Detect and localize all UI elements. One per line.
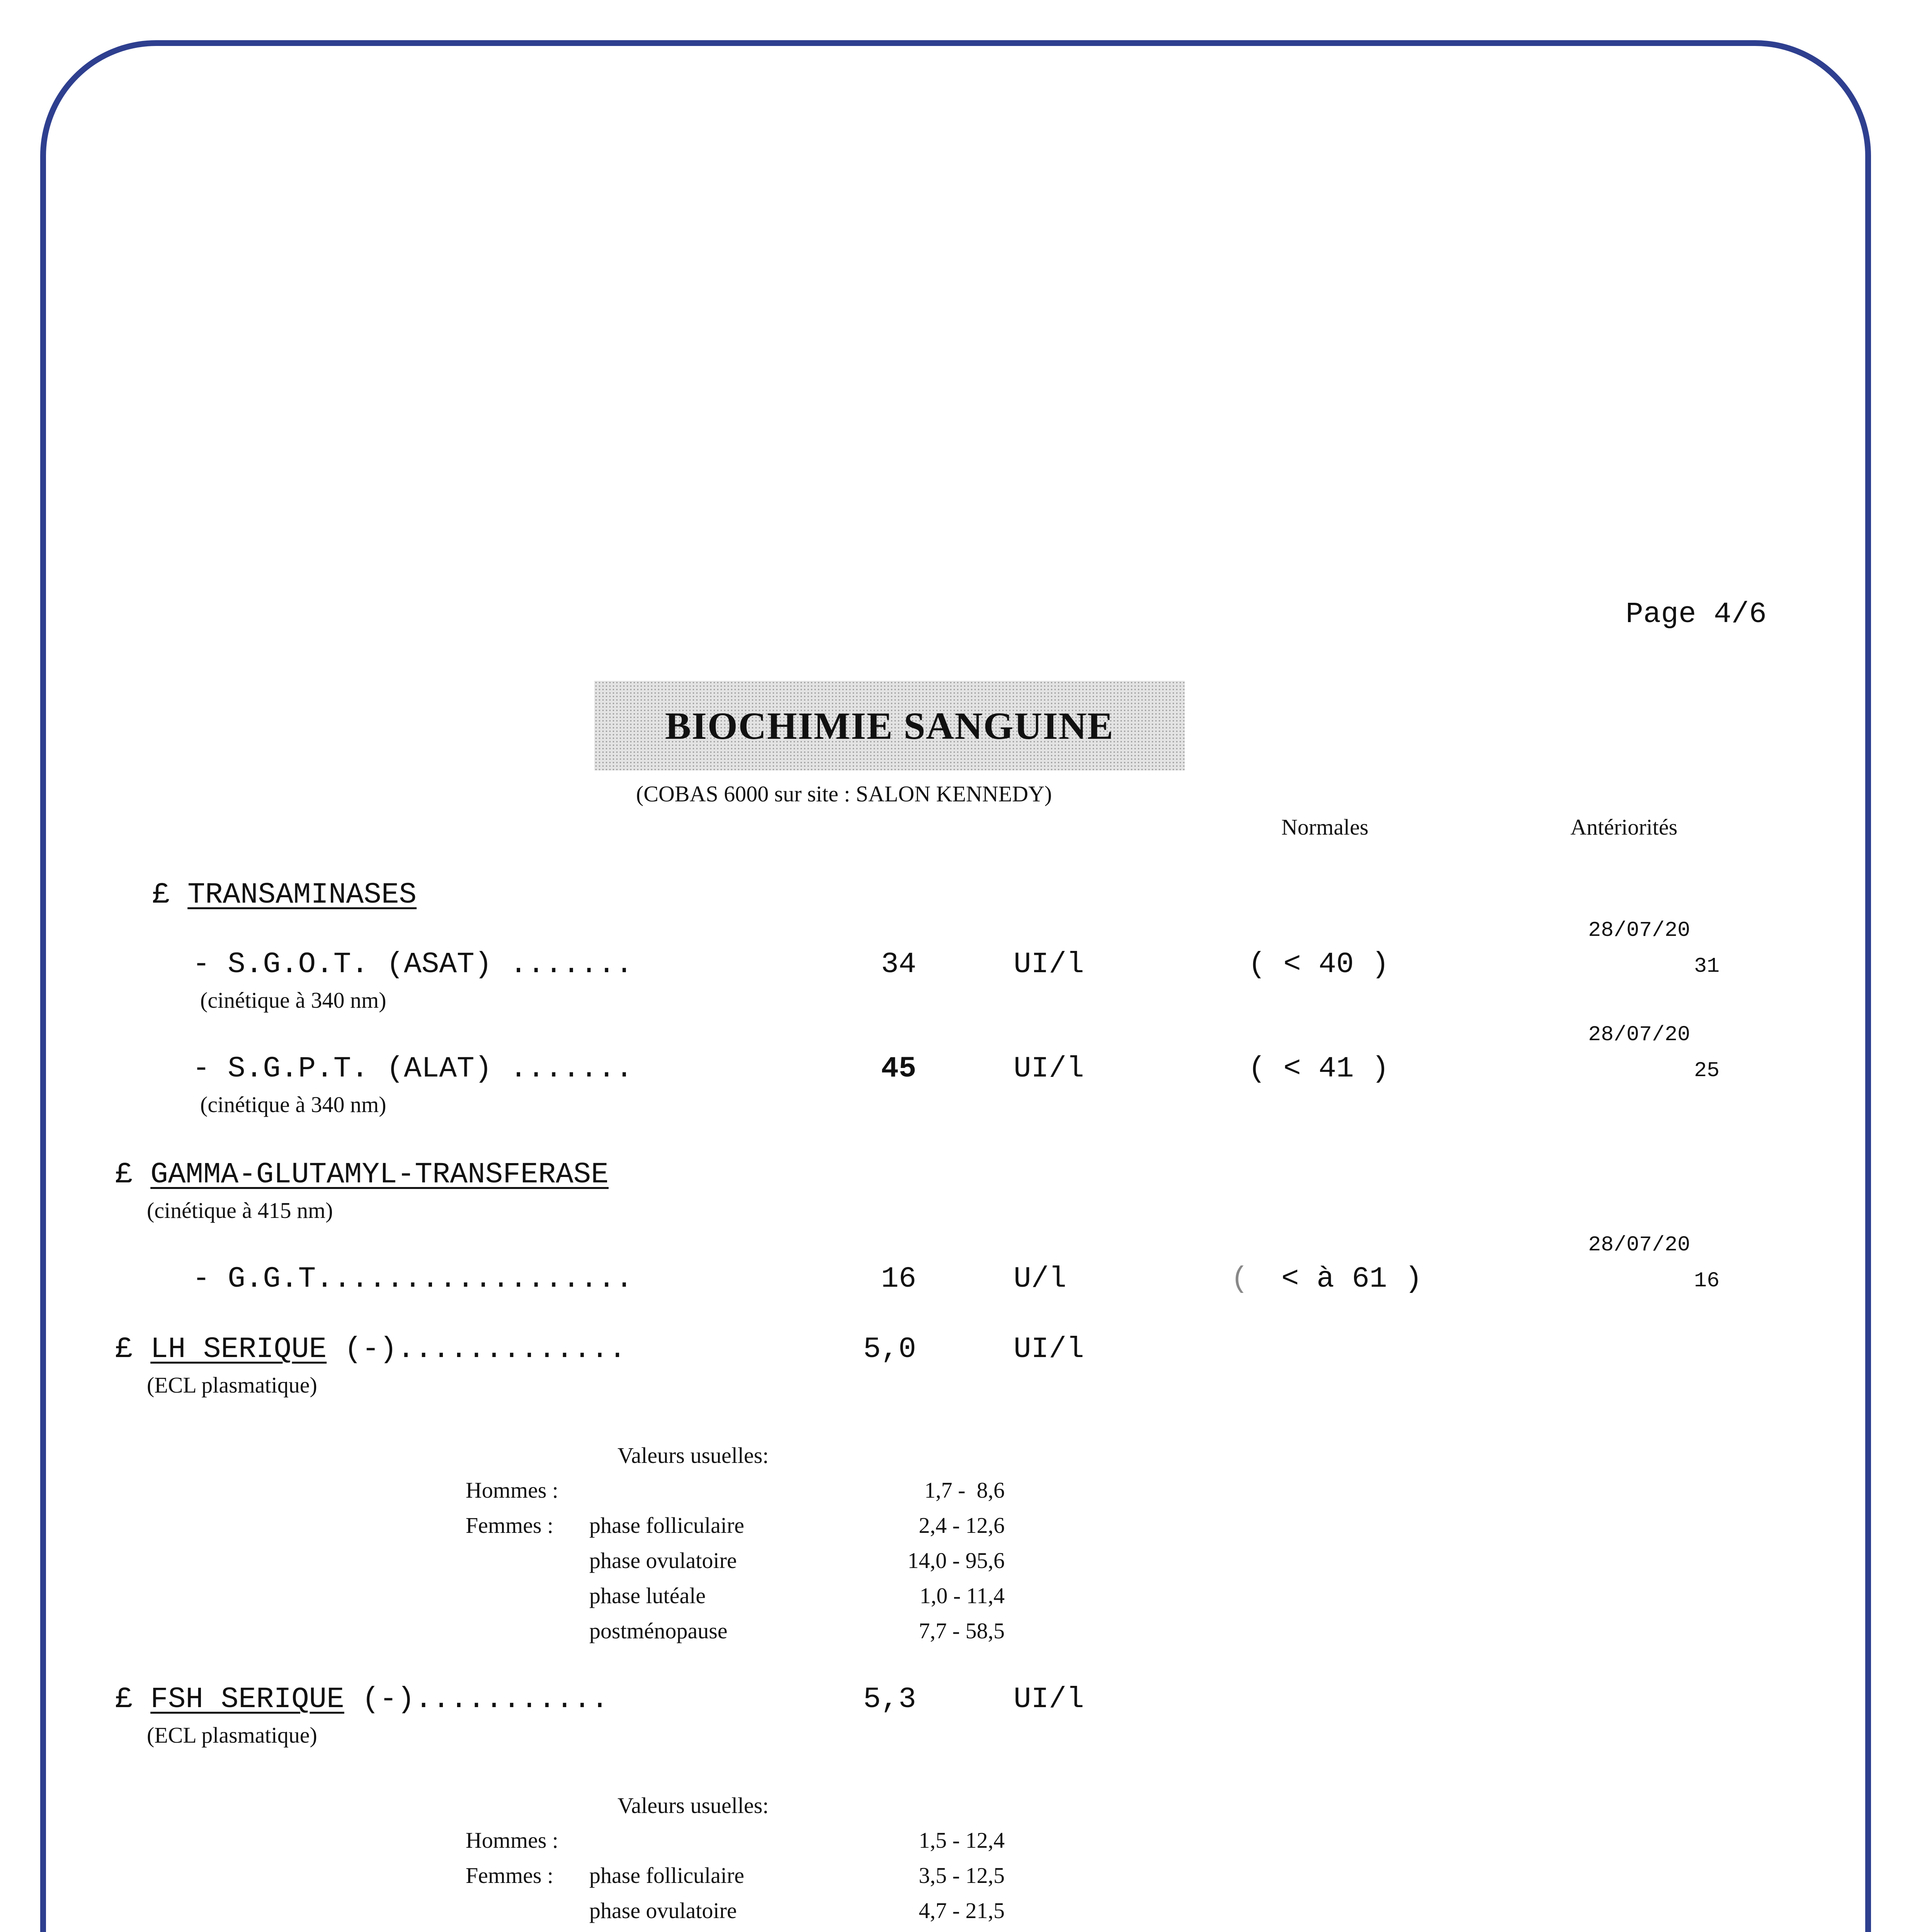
lh-men-range: 1,7 - 8,6	[924, 1478, 1005, 1503]
lh-range-luteal: 1,0 - 11,4	[919, 1583, 1005, 1608]
column-header-anteriorites: Antériorités	[1570, 815, 1678, 840]
fsh-women-label: Femmes :	[466, 1863, 554, 1888]
page-number: Page 4/6	[1626, 598, 1767, 631]
ggt-unit: U/l	[1014, 1262, 1067, 1296]
sgpt-previous-date: 28/07/20	[1588, 1022, 1691, 1047]
fsh-unit: UI/l	[1014, 1683, 1084, 1716]
sgot-unit: UI/l	[1014, 948, 1084, 981]
sgot-label: - S.G.O.T. (ASAT) .......	[192, 948, 633, 981]
lh-men-label: Hommes :	[466, 1478, 559, 1503]
fsh-label	[115, 1685, 609, 1714]
ggt-method: (cinétique à 415 nm)	[147, 1198, 333, 1223]
fsh-men-range: 1,5 - 12,4	[919, 1828, 1005, 1853]
lh-range-follicular: 2,4 - 12,6	[919, 1513, 1005, 1538]
pound-bullet: £	[152, 878, 170, 912]
sgpt-value: 45	[881, 1052, 917, 1085]
section-title-box	[594, 681, 1185, 770]
fsh-usual-values-title: Valeurs usuelles:	[617, 1793, 769, 1818]
lh-unit: UI/l	[1014, 1333, 1084, 1366]
sgot-previous-value: 31	[1694, 954, 1720, 978]
fsh-range-follicular: 3,5 - 12,5	[919, 1863, 1005, 1888]
lh-phase-luteal: phase lutéale	[589, 1583, 706, 1608]
ggt-normal-range: < à 61 )	[1281, 1262, 1422, 1296]
sgpt-normal-range: ( < 41 )	[1248, 1052, 1389, 1085]
lh-method: (ECL plasmatique)	[147, 1372, 317, 1398]
pound-bullet: £	[115, 1683, 133, 1716]
column-header-normales: Normales	[1281, 815, 1369, 840]
ggt-previous-date: 28/07/20	[1588, 1233, 1691, 1257]
lh-phase-postmenopause: postménopause	[589, 1618, 728, 1643]
lh-label	[115, 1335, 626, 1364]
analyzer-subtitle: (COBAS 6000 sur site : SALON KENNEDY)	[636, 781, 1052, 806]
sgpt-method: (cinétique à 340 nm)	[200, 1092, 386, 1117]
ggt-normal-open-paren: (	[1231, 1262, 1249, 1296]
sgpt-label: - S.G.P.T. (ALAT) .......	[192, 1052, 633, 1085]
ggt-value: 16	[881, 1262, 917, 1296]
lh-dots: (-).............	[344, 1333, 626, 1366]
transaminases-title: TRANSAMINASES	[187, 878, 417, 912]
page-border-frame	[40, 40, 1871, 1932]
lh-title: LH SERIQUE	[150, 1333, 327, 1366]
section-title: BIOCHIMIE SANGUINE	[665, 704, 1114, 747]
lh-range-postmenopause: 7,7 - 58,5	[919, 1618, 1005, 1643]
fsh-men-label: Hommes :	[466, 1828, 559, 1853]
sgot-normal-range: ( < 40 )	[1248, 948, 1389, 981]
ggt-heading	[115, 1160, 609, 1189]
lh-women-label: Femmes :	[466, 1513, 554, 1538]
fsh-value: 5,3	[863, 1683, 916, 1716]
lh-phase-ovulatory: phase ovulatoire	[589, 1548, 737, 1573]
sgpt-unit: UI/l	[1014, 1052, 1084, 1085]
sgot-previous-date: 28/07/20	[1588, 918, 1691, 942]
fsh-phase-follicular: phase folliculaire	[589, 1863, 744, 1888]
pound-bullet: £	[115, 1333, 133, 1366]
ggt-title: GAMMA-GLUTAMYL-TRANSFERASE	[150, 1158, 609, 1191]
fsh-method: (ECL plasmatique)	[147, 1723, 317, 1748]
pound-bullet: £	[115, 1158, 133, 1191]
lh-usual-values-title: Valeurs usuelles:	[617, 1443, 769, 1468]
lh-value: 5,0	[863, 1333, 916, 1366]
transaminases-heading	[152, 880, 417, 910]
sgot-value: 34	[881, 948, 917, 981]
ggt-previous-value: 16	[1694, 1269, 1720, 1293]
fsh-title: FSH SERIQUE	[150, 1683, 344, 1716]
ggt-label: - G.G.T..................	[192, 1262, 633, 1296]
fsh-phase-ovulatory: phase ovulatoire	[589, 1898, 737, 1923]
fsh-range-ovulatory: 4,7 - 21,5	[919, 1898, 1005, 1923]
lh-range-ovulatory: 14,0 - 95,6	[907, 1548, 1005, 1573]
lh-phase-follicular: phase folliculaire	[589, 1513, 744, 1538]
sgpt-previous-value: 25	[1694, 1058, 1720, 1083]
fsh-dots: (-)...........	[362, 1683, 609, 1716]
sgot-method: (cinétique à 340 nm)	[200, 988, 386, 1013]
